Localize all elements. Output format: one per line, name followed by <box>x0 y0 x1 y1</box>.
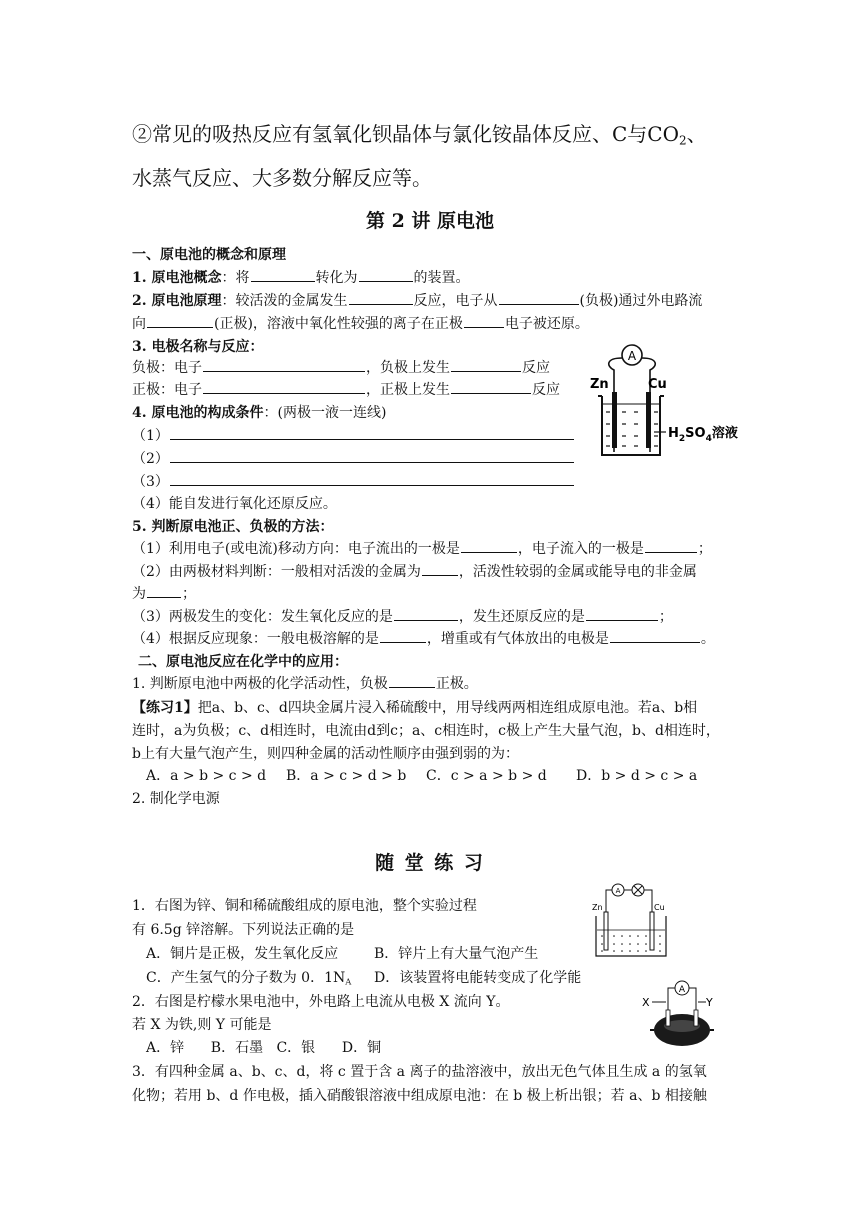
judge-2 <box>132 561 697 581</box>
pos-text-c: 反应 <box>532 382 560 398</box>
blank <box>251 267 315 282</box>
neg-text-b: ，负极上发生 <box>366 360 450 376</box>
blank <box>586 606 658 621</box>
cond-1-label: （1） <box>132 428 169 444</box>
cond-3-label: （3） <box>132 474 169 490</box>
question-1-option-c-text: C．产生氢气的分子数为 0．1N <box>146 970 346 986</box>
judge-2-line-2 <box>132 583 196 603</box>
application-2: 2. 制化学电源 <box>132 791 220 807</box>
app-1-b: 正极。 <box>435 676 478 692</box>
neg-text-a: 负极：电子 <box>132 360 202 376</box>
section-1-heading: 一、原电池的概念和原理 <box>132 247 286 263</box>
item-1-text-a: ：将 <box>221 270 250 286</box>
item-2-line-2-b: (正极)，溶液中氧化性较强的离子在正极 <box>214 316 463 332</box>
condition-3 <box>132 471 575 491</box>
galvanic-cell-figure <box>588 340 756 462</box>
question-1-option-c-sub: A <box>345 976 352 987</box>
intro-text-b: 、 <box>686 122 707 146</box>
figure1-solution-label: $H_2SO_4$溶液 <box>668 426 738 444</box>
judge-2-a: （2）由两极材料判断：一般相对活泼的金属为 <box>132 564 421 580</box>
blank <box>464 313 504 328</box>
judge-4 <box>132 628 715 648</box>
figure2-zn-label: Zn <box>592 903 603 912</box>
lecture-title: 第 2 讲 原电池 <box>365 210 495 232</box>
section-2-heading: 二、原电池反应在化学中的应用： <box>138 654 348 670</box>
judge-3-a: （3）两极发生的变化：发生氧化反应的是 <box>132 609 393 625</box>
question-1-option-b: B．锌片上有大量气泡产生 <box>374 946 539 962</box>
figure3-meter-label: A <box>678 985 686 995</box>
item-2-line-2 <box>132 313 589 333</box>
blank <box>203 357 365 372</box>
item-1-text-b: 转化为 <box>315 270 358 286</box>
exercise-1-line-1 <box>132 697 697 717</box>
exercise-1-label: 【练习1】 <box>132 700 198 716</box>
question-1-option-c <box>146 967 351 987</box>
question-1-option-a: A．铜片是正极，发生氧化反应 <box>146 946 339 962</box>
figure1-zn-label: Zn <box>590 377 609 392</box>
item-2-line-2-a: 向 <box>132 316 146 332</box>
judge-1-a: （1）利用电子(或电流)移动方向：电子流出的一极是 <box>132 541 460 557</box>
practice-title: 随 堂 练 习 <box>375 852 485 874</box>
item-2-text-b: 反应，电子从 <box>413 293 498 309</box>
judge-3 <box>132 606 673 626</box>
blank <box>147 313 213 328</box>
lemon-battery-figure <box>640 976 740 1054</box>
neg-text-c: 反应 <box>522 360 550 376</box>
item-2-line-2-c: 电子被还原。 <box>504 316 589 332</box>
figure3-y-label: Y <box>706 996 713 1009</box>
item-4 <box>132 402 386 422</box>
pos-text-a: 正极：电子 <box>132 382 202 398</box>
judge-2-line-2-b: ； <box>182 586 196 602</box>
exercise-1-option-d: D．b > d > c > a <box>576 768 698 784</box>
question-3-line-2: 化物；若用 b、d 作电极，插入硝酸银溶液中组成原电池：在 b 极上析出银；若 a、b 相接触 <box>132 1088 707 1104</box>
blank <box>610 628 700 643</box>
question-1-line-2: 有 6.5g 锌溶解。下列说法正确的是 <box>132 922 355 938</box>
item-2-text-a: ：较活泼的金属发生 <box>221 293 348 309</box>
figure2-meter-label: A <box>615 887 621 895</box>
item-5-heading: 5. 判断原电池正、负极的方法： <box>132 519 334 535</box>
intro-subscript: 2 <box>679 133 687 148</box>
blank <box>349 290 413 305</box>
item-1-text-c: 的装置。 <box>413 270 470 286</box>
positive-electrode-line <box>132 379 560 399</box>
judge-3-b: ，发生还原反应的是 <box>458 609 585 625</box>
judge-1-b: ，电子流入的一极是 <box>517 541 644 557</box>
blank <box>499 290 579 305</box>
judge-1 <box>132 538 712 558</box>
exercise-1-text-1: 把a、b、c、d四块金属片浸入稀硫酸中，用导线两两相连组成原电池。若a、b相 <box>197 700 698 716</box>
judge-4-c: 。 <box>700 631 715 647</box>
item-1 <box>132 267 470 287</box>
item-3-heading: 3. 电极名称与反应： <box>132 339 264 355</box>
item-4-note: ：(两极一液一连线) <box>263 405 387 421</box>
judge-2-b: ，活泼性较弱的金属或能导电的非金属 <box>458 564 697 580</box>
item-2 <box>132 290 702 310</box>
pos-text-b: ，正极上发生 <box>366 382 450 398</box>
item-2-label: 2. 原电池原理 <box>132 293 222 309</box>
question-2-line-1: 2．右图是柠檬水果电池中，外电路上电流从电极 X 流向 Y。 <box>132 994 510 1010</box>
question-2-line-2: 若 X 为铁,则 Y 可能是 <box>132 1017 272 1033</box>
question-3-line-1: 3．有四种金属 a、b、c、d，将 c 置于含 a 离子的盐溶液中，放出无色气体且生成 a 的氢氧 <box>132 1064 707 1080</box>
blank <box>389 673 435 688</box>
blank <box>203 379 365 394</box>
figure1-cu-label: Cu <box>648 377 667 392</box>
judge-4-b: ，增重或有气体放出的电极是 <box>426 631 609 647</box>
question-1-option-d: D．该装置将电能转变成了化学能 <box>374 970 582 986</box>
intro-text-a: ②常见的吸热反应有氢氧化钡晶体与氯化铵晶体反应、C与CO <box>132 122 680 146</box>
blank <box>422 561 458 576</box>
condition-4: （4）能自发进行氧化还原反应。 <box>132 496 337 512</box>
negative-electrode-line <box>132 357 550 377</box>
exercise-1-option-c: C．c > a > b > d <box>426 768 547 784</box>
judge-3-c: ； <box>658 609 673 625</box>
cond-2-label: （2） <box>132 451 169 467</box>
item-2-text-c: (负极)通过外电路流 <box>579 293 703 309</box>
blank <box>461 538 517 553</box>
condition-1 <box>132 425 575 445</box>
item-1-label: 1. 原电池概念 <box>132 270 222 286</box>
blank <box>451 357 521 372</box>
figure1-meter-label: A <box>627 349 637 363</box>
question-2-options: A．锌 B．石墨 C．银 D．铜 <box>146 1040 382 1056</box>
blank <box>394 606 458 621</box>
blank <box>170 448 574 463</box>
app-1-a: 1. 判断原电池中两极的化学活动性，负极 <box>132 676 388 692</box>
judge-2-line-2-a: 为 <box>132 586 146 602</box>
judge-4-a: （4）根据反应现象：一般电极溶解的是 <box>132 631 379 647</box>
exercise-1-line-3: b上有大量气泡产生，则四种金属的活动性顺序由强到弱的为： <box>132 746 519 762</box>
blank <box>147 583 181 598</box>
figure2-cu-label: Cu <box>654 903 665 912</box>
exercise-1-option-b: B．a > c > d > b <box>286 768 407 784</box>
exercise-1-line-2: 连时，a为负极；c、d相连时，电流由d到c；a、c相连时，c极上产生大量气泡，b、d相连时， <box>132 723 720 739</box>
intro-line-1 <box>132 118 707 148</box>
blank <box>380 628 426 643</box>
blank <box>170 425 574 440</box>
blank <box>451 379 531 394</box>
condition-2 <box>132 448 575 468</box>
item-4-label: 4. 原电池的构成条件 <box>132 405 264 421</box>
blank <box>170 471 574 486</box>
intro-line-2: 水蒸气反应、大多数分解反应等。 <box>132 166 432 190</box>
question-1-line-1: 1．右图为锌、铜和稀硫酸组成的原电池，整个实验过程 <box>132 898 477 914</box>
zinc-copper-cell-figure <box>588 878 676 962</box>
figure3-x-label: X <box>642 996 650 1009</box>
exercise-1-option-a: A．a > b > c > d <box>146 768 267 784</box>
blank <box>645 538 697 553</box>
blank <box>359 267 413 282</box>
judge-1-c: ； <box>697 541 712 557</box>
application-1 <box>132 673 478 693</box>
